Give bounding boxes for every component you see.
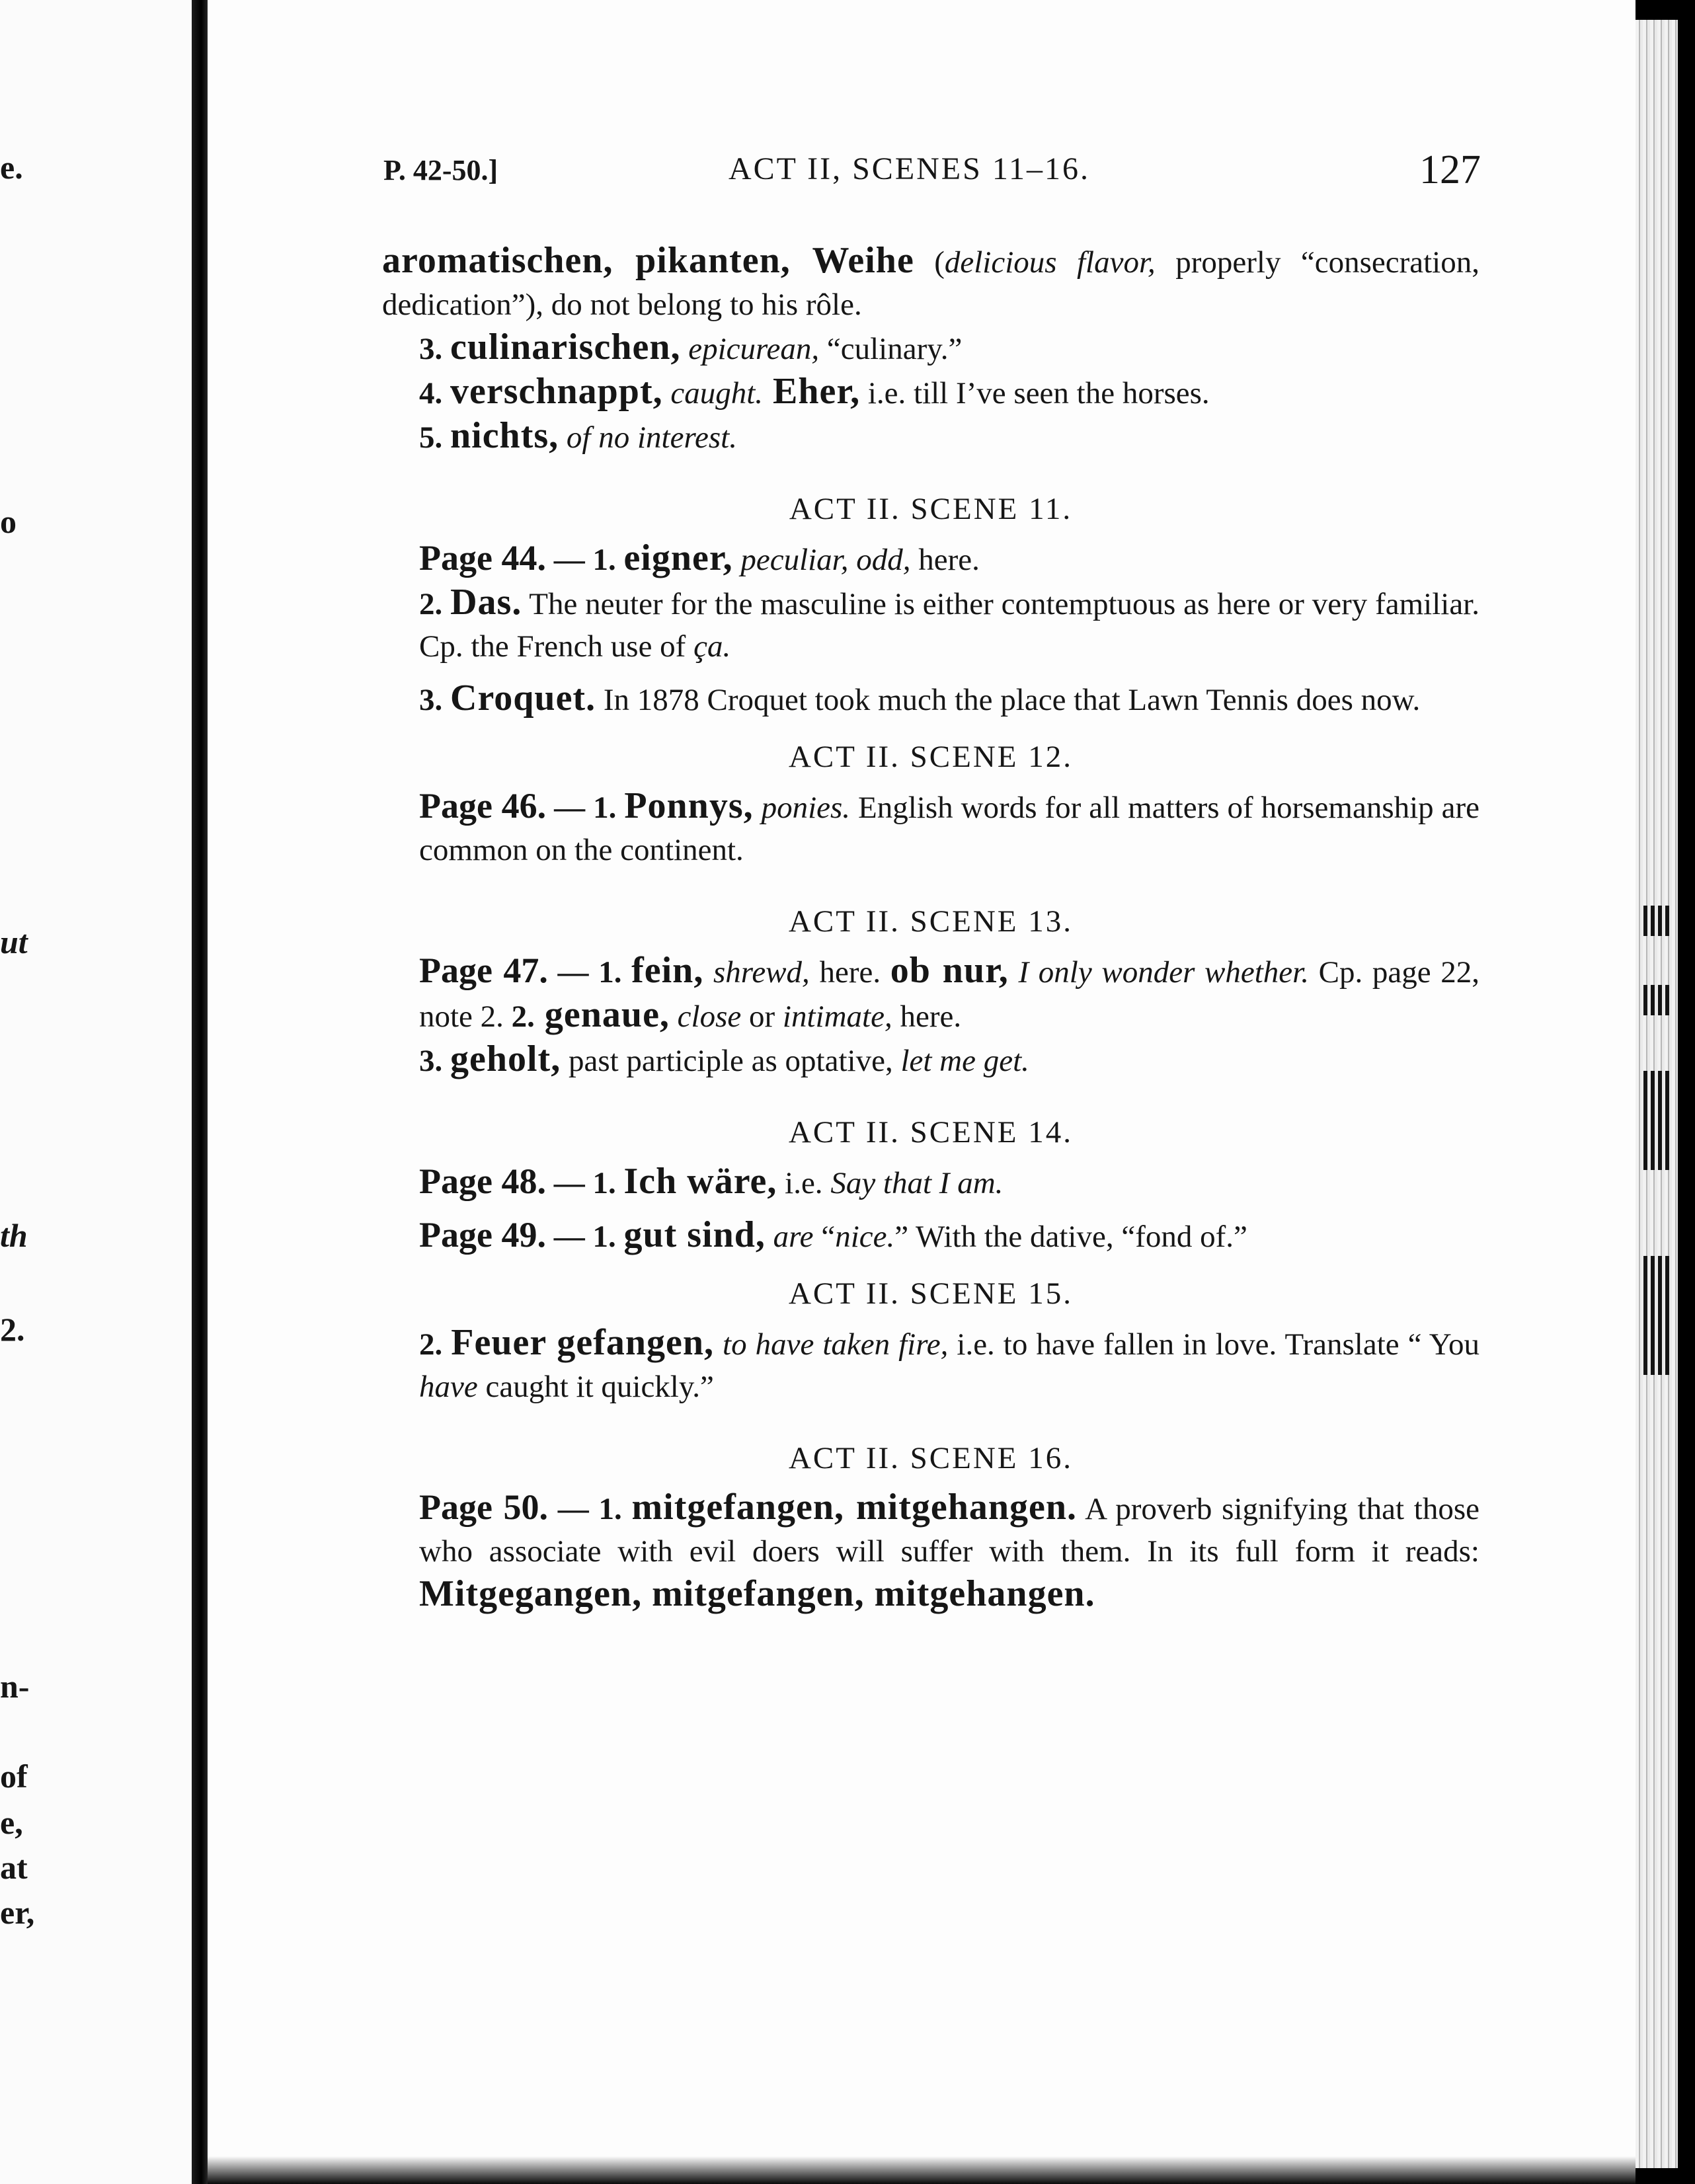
header-left: P. 42-50.]: [383, 154, 498, 186]
scene-heading: ACT II. SCENE 13.: [788, 904, 1074, 939]
note-3: 3. culinarischen, epicurean, “culinary.”: [419, 327, 963, 368]
margin-fragment: e,: [0, 1804, 23, 1841]
note-49-2: 2. Feuer gefangen, to have taken fire, i.e. to have fallen in love. Translate “ You have caught it quickly.”: [419, 1322, 1479, 1404]
note-page-47: Page 47. — 1. fein, shrewd, here. ob nur, I only wonder whether. Cp. page 22, note 2. 2. genaue, close or intimate, here.: [419, 950, 1480, 1035]
scene-heading: ACT II. SCENE 14.: [788, 1115, 1074, 1150]
note-page-48: Page 48. — 1. Ich wäre, i.e. Say that I am.: [419, 1161, 1004, 1202]
bleed-text-mark: [1643, 906, 1673, 936]
scene-heading: ACT II. SCENE 16.: [788, 1441, 1074, 1475]
note-page-49: Page 49. — 1. gut sind, are “nice.” With the dative, “fond of.”: [419, 1214, 1247, 1255]
note-47-3: 3. geholt, past participle as optative, let me get.: [419, 1038, 1029, 1079]
page-number: 127: [1419, 147, 1481, 192]
note-page-50: Page 50. — 1. mitgefangen, mitgehangen. A proverb signifying that those who associate with evil doers will suffer with them. In its full form it reads: Mitgegangen, mitgefangen, mitgehangen.: [419, 1487, 1479, 1614]
margin-fragment: th: [0, 1217, 28, 1254]
scene-heading: ACT II. SCENE 11.: [789, 492, 1073, 526]
note-page-44: Page 44. — 1. eigner, peculiar, odd, here.: [419, 537, 980, 578]
bleed-text-mark: [1643, 1071, 1673, 1170]
note-5: 5. nichts, of no interest.: [419, 415, 737, 456]
note-44-3: 3. Croquet. In 1878 Croquet took much the place that Lawn Tennis does now.: [419, 678, 1421, 719]
note-intro: aromatischen, pikanten, Weihe (delicious flavor, properly “consecration, dedication”), do not belong to his rôle.: [382, 240, 1479, 322]
margin-fragment: of: [0, 1758, 28, 1795]
margin-fragment: at: [0, 1849, 28, 1886]
scene-heading: ACT II. SCENE 12.: [788, 740, 1074, 774]
scene-heading: ACT II. SCENE 15.: [788, 1276, 1074, 1311]
note-4: 4. verschnappt, caught. Eher, i.e. till I’ve seen the horses.: [419, 371, 1210, 412]
margin-fragment: n-: [0, 1668, 30, 1705]
header-center: ACT II, SCENES 11–16.: [729, 151, 1091, 186]
margin-fragment: ut: [0, 923, 28, 960]
left-page: [0, 0, 192, 2184]
book-gutter: [192, 0, 208, 2184]
bleed-text-mark: [1643, 1256, 1673, 1375]
page-bottom-shadow: [208, 2156, 1636, 2184]
margin-fragment: er,: [0, 1894, 35, 1931]
margin-fragment: 2.: [0, 1311, 25, 1348]
margin-fragment: o: [0, 503, 17, 540]
note-page-46: Page 46. — 1. Ponnys, ponies. English words for all matters of horsemanship are common on the continent.: [419, 785, 1480, 867]
margin-fragment: e.: [0, 149, 23, 186]
running-head: [383, 147, 1481, 197]
note-44-2: 2. Das. The neuter for the masculine is either contemptuous as here or very familiar. Cp. the French use of ça.: [419, 582, 1479, 664]
bleed-text-mark: [1643, 985, 1673, 1015]
notes-body: [382, 239, 1479, 1617]
